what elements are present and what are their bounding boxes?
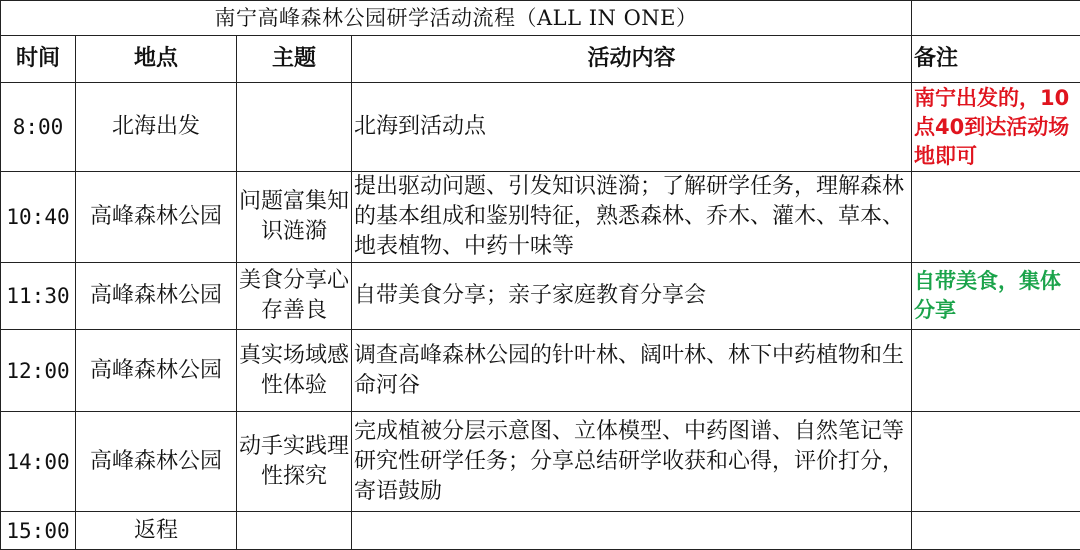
row-place: 高峰森林公园 bbox=[76, 412, 237, 512]
row-content: 调查高峰森林公园的针叶林、阔叶林、林下中药植物和生命河谷 bbox=[352, 330, 912, 412]
row-time: 14:00 bbox=[1, 412, 76, 512]
row-note bbox=[912, 330, 1080, 412]
row-time: 10:40 bbox=[1, 172, 76, 263]
table-row bbox=[1, 263, 1080, 330]
title-blank-cell bbox=[912, 1, 1080, 36]
header-place: 地点 bbox=[76, 36, 237, 83]
table-title: 南宁高峰森林公园研学活动流程（ALL IN ONE） bbox=[1, 1, 912, 36]
row-content: 完成植被分层示意图、立体模型、中药图谱、自然笔记等研究性研学任务；分享总结研学收获和心得，评价打分，寄语鼓励 bbox=[352, 412, 912, 512]
header-row bbox=[1, 36, 1080, 83]
row-note bbox=[912, 172, 1080, 263]
header-theme: 主题 bbox=[237, 36, 352, 83]
row-time: 12:00 bbox=[1, 330, 76, 412]
row-theme: 动手实践理性探究 bbox=[237, 412, 352, 512]
row-theme: 真实场域感性体验 bbox=[237, 330, 352, 412]
row-content: 提出驱动问题、引发知识涟漪；了解研学任务，理解森林的基本组成和鉴别特征，熟悉森林、乔木、灌木、草本、地表植物、中药十味等 bbox=[352, 172, 912, 263]
header-content: 活动内容 bbox=[352, 36, 912, 83]
row-time: 15:00 bbox=[1, 512, 76, 550]
row-content: 自带美食分享；亲子家庭教育分享会 bbox=[352, 263, 912, 330]
table-row bbox=[1, 512, 1080, 550]
table-row bbox=[1, 83, 1080, 172]
row-theme: 问题富集知识涟漪 bbox=[237, 172, 352, 263]
row-place: 高峰森林公园 bbox=[76, 263, 237, 330]
row-theme: 美食分享心存善良 bbox=[237, 263, 352, 330]
row-time: 8:00 bbox=[1, 83, 76, 172]
row-theme bbox=[237, 512, 352, 550]
row-note bbox=[912, 412, 1080, 512]
row-note: 自带美食，集体分享 bbox=[912, 263, 1080, 330]
row-place: 返程 bbox=[76, 512, 237, 550]
row-theme bbox=[237, 83, 352, 172]
title-row bbox=[1, 1, 1080, 36]
table-row bbox=[1, 412, 1080, 512]
row-place: 北海出发 bbox=[76, 83, 237, 172]
header-note: 备注 bbox=[912, 36, 1080, 83]
header-time: 时间 bbox=[1, 36, 76, 83]
row-note bbox=[912, 512, 1080, 550]
row-place: 高峰森林公园 bbox=[76, 172, 237, 263]
row-time: 11:30 bbox=[1, 263, 76, 330]
table-row bbox=[1, 172, 1080, 263]
row-content bbox=[352, 512, 912, 550]
table-row bbox=[1, 330, 1080, 412]
row-place: 高峰森林公园 bbox=[76, 330, 237, 412]
row-note: 南宁出发的，10点40到达活动场地即可 bbox=[912, 83, 1080, 172]
row-content: 北海到活动点 bbox=[352, 83, 912, 172]
